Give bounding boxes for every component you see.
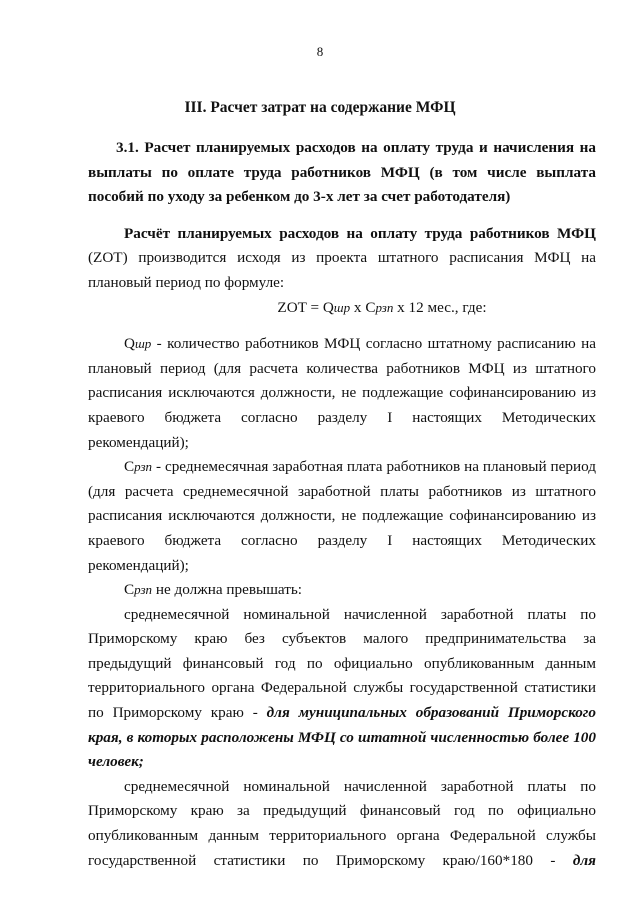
page-number: 8 <box>316 44 324 59</box>
spacer <box>88 320 596 332</box>
document-body <box>88 136 596 873</box>
limit-symbol: C <box>124 581 135 599</box>
def-c-subscript: рзп <box>134 459 153 475</box>
definition-q <box>88 332 596 455</box>
limit-subscript: рзп <box>134 582 153 598</box>
def-q-text: - количество работников МФЦ согласно штатному расписанию на плановый период (для расчета количества работников МФЦ из штатного расписания исключаются должности, не подлежащие софинансированию из краевого бюджета согласно разделу I настоящих Методических рекомендаций); <box>88 335 596 451</box>
spacer <box>88 210 596 222</box>
intro-bold-lead: Расчёт планируемых расходов на оплату труда работников МФЦ <box>124 224 596 242</box>
formula-c-subscript: рзп <box>375 299 394 315</box>
limit-item-2-text: среднемесячной номинальной начисленной заработной платы по Приморскому краю за предыдущий финансовый год по официально опубликованным данным территориального органа Федеральной службы государственной статистики по Приморскому краю/160*180 - <box>88 777 596 869</box>
limit-text: не должна превышать: <box>152 581 303 599</box>
def-c-symbol: C <box>124 458 135 476</box>
definition-c <box>88 455 596 578</box>
limit-item-1-emphasis: для муниципальных образований Приморского края, в которых расположены МФЦ со штатной численностью более 100 человек; <box>88 704 596 771</box>
limit-item-2 <box>88 775 596 873</box>
section-title: III. Расчет затрат на содержание МФЦ <box>184 99 456 116</box>
formula-lhs: ZOT = Q <box>277 298 334 316</box>
def-c-text: - среднемесячная заработная плата работников на плановый период (для расчета среднемесячной заработной платы работников из штатного расписания исключаются должности, не подлежащие софинансированию из краевого бюджета согласно разделу I настоящих Методических рекомендаций); <box>88 458 596 574</box>
formula-q-subscript: шр <box>333 299 351 315</box>
formula-mid: x C <box>350 298 376 316</box>
formula-rhs: x 12 мес., где: <box>393 298 487 316</box>
def-q-subscript: шр <box>134 336 152 352</box>
limit-item-1 <box>88 603 596 775</box>
subsection-title: 3.1. Расчет планируемых расходов на оплату труда и начисления на выплаты по оплате труда работников МФЦ (в том числе выплата пособий по уходу за ребенком до 3-х лет за счет работодателя) <box>88 139 596 206</box>
formula <box>88 296 596 321</box>
limit-item-2-emphasis: для <box>572 851 596 869</box>
intro-paragraph <box>88 222 596 296</box>
limit-intro <box>88 578 596 603</box>
def-q-symbol: Q <box>124 335 135 353</box>
intro-text: (ZOT) производится исходя из проекта штатного расписания МФЦ на плановый период по формуле: <box>88 249 596 291</box>
limit-item-1-text: среднемесячной номинальной начисленной заработной платы по Приморскому краю без субъектов малого предпринимательства за предыдущий финансовый год по официально опубликованным данным территориального органа Федеральной службы государственной статистики по Приморскому краю - <box>88 605 596 722</box>
